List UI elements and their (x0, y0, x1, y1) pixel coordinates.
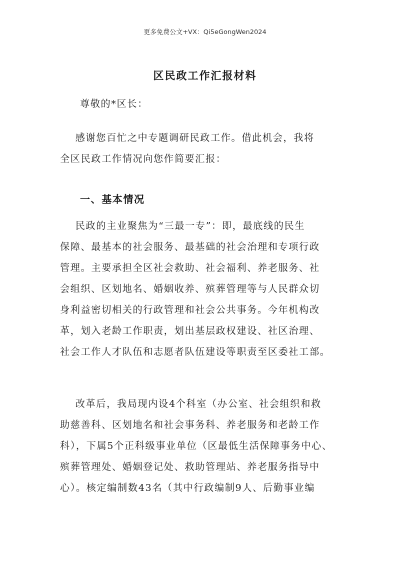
paragraph-reform: 改革后，我局现内设4个科室（办公室、社会组织和救 助慈善科、区划地名和社会事务科、养老服务和老龄工作 科），下属5个正科级事业单位（区最低生活保障事务中心、 殡葬管理处、婚姻登记处、救助管理站、养老服务指导中 心）。核定编制数43名（其中行政编制9人、后勤事业编 (60, 399, 333, 494)
paragraph-intro: 感谢您百忙之中专题调研民政工作。借此机会，我将 全区民政工作情况向您作简要汇报： (60, 133, 315, 165)
paragraph-basic-info: 民政的主业聚焦为“三最一专”：即，最底线的民生 保障、最基本的社会服务、最基础的社会治理和专项行政 管理。主要承担全区社会救助、社会福利、养老服务、社 会组织、区划地名、婚姻收养、殡葬管理等与人民群众切 身利益密切相关的行政管理和社会公共事务。今年机构改 革，划入老龄工作职责，划出基层政权建设、社区治理、 社会工作人才队伍和志愿者队伍建设等职责至区委社工部。 (60, 221, 331, 358)
document-title: 区民政工作汇报材料 (153, 70, 257, 82)
section-heading: 一、基本情况 (80, 195, 145, 206)
header-note: 更多免费公文+VX：Qi5eGongWen2024 (143, 28, 267, 36)
salutation: 尊敬的*区长： (80, 99, 148, 110)
